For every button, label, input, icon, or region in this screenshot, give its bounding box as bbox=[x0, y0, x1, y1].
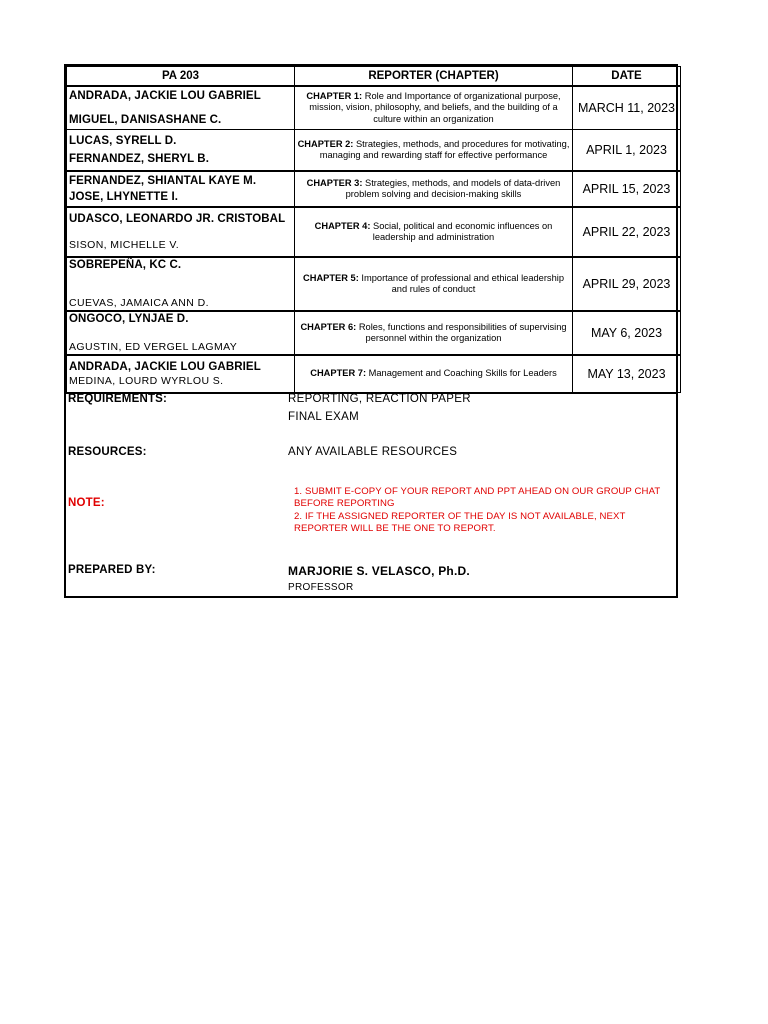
reporter-name: AGUSTIN, ED VERGEL LAGMAY bbox=[69, 341, 238, 353]
chapter-label: CHAPTER 7: bbox=[310, 368, 367, 379]
reporter-name: ONGOCO, LYNJAE D. bbox=[69, 313, 189, 325]
reporter-name: ANDRADA, JACKIE LOU GABRIEL bbox=[69, 361, 261, 373]
chapter-cell bbox=[295, 355, 573, 393]
table-row bbox=[67, 355, 681, 393]
chapter-title: Role and Importance of organizational purpose, mission, vision, philosophy, and beliefs, and the building of a culture within an organization bbox=[309, 90, 561, 124]
table-row bbox=[67, 257, 681, 311]
report-date: MARCH 11, 2023 bbox=[573, 86, 681, 130]
table-header-row bbox=[67, 67, 681, 87]
chapter-label: CHAPTER 6: bbox=[300, 321, 357, 332]
prepared-by-label: PREPARED BY: bbox=[68, 564, 156, 576]
chapter-label: CHAPTER 1: bbox=[306, 90, 363, 101]
table-row bbox=[67, 86, 681, 130]
report-date: APRIL 22, 2023 bbox=[573, 207, 681, 257]
chapter-cell bbox=[295, 86, 573, 130]
reporter-names bbox=[67, 311, 295, 355]
chapter-label: CHAPTER 2: bbox=[297, 138, 354, 149]
reporter-names bbox=[67, 86, 295, 130]
reporter-name: CUEVAS, JAMAICA ANN D. bbox=[69, 297, 209, 309]
resources-value: ANY AVAILABLE RESOURCES bbox=[288, 446, 458, 458]
chapter-title: Importance of professional and ethical leadership and rules of conduct bbox=[358, 272, 564, 294]
reporter-name: LUCAS, SYRELL D. bbox=[69, 135, 177, 147]
reporter-name: SISON, MICHELLE V. bbox=[69, 239, 180, 251]
reporter-name: MEDINA, LOURD WYRLOU S. bbox=[69, 375, 224, 387]
header-date: DATE bbox=[573, 67, 681, 87]
chapter-cell bbox=[295, 311, 573, 355]
note-item: 2. IF THE ASSIGNED REPORTER OF THE DAY IS NOT AVAILABLE, NEXT REPORTER WILL BE THE ONE TO REPORT. bbox=[294, 511, 626, 534]
report-date: MAY 13, 2023 bbox=[573, 355, 681, 393]
chapter-label: CHAPTER 5: bbox=[303, 272, 359, 283]
table-row bbox=[67, 130, 681, 172]
chapter-title: Roles, functions and responsibilities of supervising personnel within the organization bbox=[356, 321, 567, 343]
report-date: MAY 6, 2023 bbox=[573, 311, 681, 355]
chapter-label: CHAPTER 3: bbox=[306, 177, 363, 188]
report-date: APRIL 15, 2023 bbox=[573, 171, 681, 207]
chapter-title: Management and Coaching Skills for Leaders bbox=[366, 368, 557, 379]
schedule-footer bbox=[66, 393, 676, 596]
requirement-item: FINAL EXAM bbox=[288, 411, 359, 423]
chapter-cell bbox=[295, 171, 573, 207]
schedule-sheet bbox=[64, 64, 678, 598]
chapter-cell bbox=[295, 257, 573, 311]
reporter-names bbox=[67, 355, 295, 393]
reporter-name: FERNANDEZ, SHIANTAL KAYE M. bbox=[69, 175, 257, 187]
chapter-cell bbox=[295, 207, 573, 257]
resources-label: RESOURCES: bbox=[68, 446, 147, 458]
header-course: PA 203 bbox=[67, 67, 295, 87]
reporter-name: MIGUEL, DANISASHANE C. bbox=[69, 114, 222, 126]
reporter-names bbox=[67, 171, 295, 207]
note-item: 1. SUBMIT E-COPY OF YOUR REPORT AND PPT AHEAD ON OUR GROUP CHAT BEFORE REPORTING bbox=[294, 486, 661, 509]
note-label: NOTE: bbox=[68, 497, 105, 509]
reporter-name: JOSE, LHYNETTE I. bbox=[69, 191, 179, 203]
report-date: APRIL 29, 2023 bbox=[573, 257, 681, 311]
reporter-name: ANDRADA, JACKIE LOU GABRIEL bbox=[69, 90, 261, 102]
reporter-name: UDASCO, LEONARDO JR. CRISTOBAL bbox=[69, 213, 286, 225]
chapter-title: Strategies, methods, and procedures for motivating, managing and rewarding staff for effective performance bbox=[319, 138, 570, 160]
table-row bbox=[67, 311, 681, 355]
professor-title: PROFESSOR bbox=[288, 582, 354, 593]
schedule-table bbox=[66, 66, 681, 393]
table-row bbox=[67, 207, 681, 257]
requirement-item: REPORTING, REACTION PAPER bbox=[288, 393, 471, 405]
reporter-names bbox=[67, 207, 295, 257]
reporter-name: FERNANDEZ, SHERYL B. bbox=[69, 153, 210, 165]
header-reporter: REPORTER (CHAPTER) bbox=[295, 67, 573, 87]
chapter-title: Social, political and economic influences on leadership and administration bbox=[370, 220, 553, 242]
reporter-names bbox=[67, 257, 295, 311]
report-date: APRIL 1, 2023 bbox=[573, 130, 681, 172]
chapter-label: CHAPTER 4: bbox=[314, 220, 371, 231]
professor-name: MARJORIE S. VELASCO, Ph.D. bbox=[288, 564, 470, 578]
reporter-names bbox=[67, 130, 295, 172]
table-row bbox=[67, 171, 681, 207]
requirements-label: REQUIREMENTS: bbox=[68, 393, 168, 405]
reporter-name: SOBREPEÑA, KC C. bbox=[69, 259, 182, 271]
chapter-cell bbox=[295, 130, 573, 172]
chapter-title: Strategies, methods, and models of data-driven problem solving and decision-making skills bbox=[345, 177, 561, 199]
